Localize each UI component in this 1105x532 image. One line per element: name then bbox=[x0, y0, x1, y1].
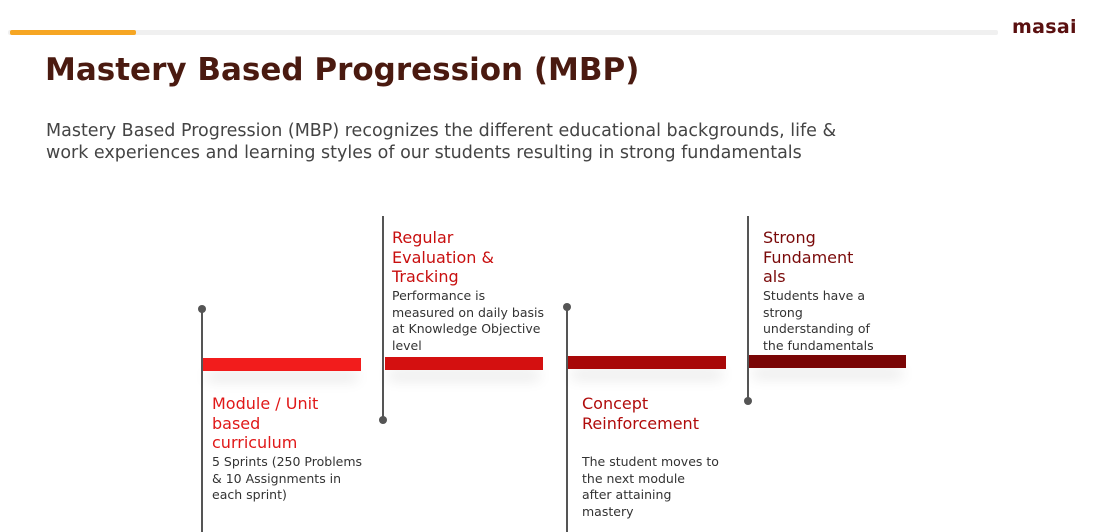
page-subtitle bbox=[46, 120, 906, 164]
header-accent-bar bbox=[10, 30, 136, 35]
step-2-desc-line: at Knowledge Objective bbox=[392, 321, 541, 336]
step-3-desc-line: mastery bbox=[582, 503, 634, 519]
step-2-title-line: Evaluation & bbox=[392, 247, 494, 267]
step-4-title bbox=[763, 228, 853, 287]
step-1-title-line: based bbox=[212, 413, 261, 433]
step-3-bar bbox=[568, 356, 726, 369]
subtitle-line-2: work experiences and learning styles of our students resulting in strong fundamentals bbox=[46, 143, 802, 163]
step-2-title bbox=[392, 228, 494, 287]
step-1-title-line: curriculum bbox=[212, 433, 298, 452]
step-3-title bbox=[582, 394, 699, 433]
step-3-title-line: Reinforcement bbox=[582, 413, 699, 433]
step-3-desc-line: the next module bbox=[582, 470, 685, 486]
step-4-title-line: Fundament bbox=[763, 247, 854, 267]
step-2-connector-dot bbox=[379, 416, 387, 424]
step-4-desc-line: strong bbox=[763, 304, 803, 320]
subtitle-line-1: Mastery Based Progression (MBP) recognizes the different educational backgrounds, life & bbox=[46, 121, 837, 141]
step-1-desc-line: 5 Sprints (250 Problems bbox=[212, 454, 363, 469]
page-title: Mastery Based Progression (MBP) bbox=[45, 52, 640, 88]
step-3-connector-line bbox=[566, 308, 568, 532]
step-1-title-line: Module / Unit bbox=[212, 394, 319, 413]
step-1-connector-dot bbox=[198, 305, 206, 313]
step-4-description bbox=[763, 288, 874, 354]
step-1-bar bbox=[203, 358, 361, 371]
step-2-title-line: Regular bbox=[392, 228, 454, 247]
step-1-connector-line bbox=[201, 310, 203, 532]
step-3-title-line: Concept bbox=[582, 394, 649, 413]
step-2-connector-line bbox=[382, 216, 384, 420]
step-3-desc-line: The student moves to bbox=[582, 454, 719, 469]
step-2-title-line: Tracking bbox=[392, 267, 459, 286]
step-2-desc-line: measured on daily basis bbox=[392, 304, 544, 320]
step-2-description bbox=[392, 288, 544, 354]
step-3-connector-dot bbox=[563, 303, 571, 311]
step-4-title-line: Strong bbox=[763, 228, 816, 247]
step-1-desc-line: & 10 Assignments in bbox=[212, 470, 342, 486]
step-4-desc-line: the fundamentals bbox=[763, 337, 874, 353]
step-2-desc-line: Performance is bbox=[392, 288, 486, 303]
step-4-desc-line: Students have a bbox=[763, 288, 865, 303]
step-1-title bbox=[212, 394, 318, 453]
step-1-desc-line: each sprint) bbox=[212, 487, 287, 502]
step-3-description bbox=[582, 454, 719, 520]
step-4-connector-line bbox=[747, 216, 749, 401]
step-4-desc-line: understanding of bbox=[763, 321, 870, 336]
step-4-title-line: als bbox=[763, 267, 786, 286]
step-2-desc-line: level bbox=[392, 337, 422, 353]
step-1-description bbox=[212, 454, 362, 504]
step-2-bar bbox=[385, 357, 543, 370]
step-4-bar bbox=[749, 355, 906, 368]
masai-logo: masai bbox=[1012, 16, 1077, 38]
header-divider bbox=[8, 30, 998, 35]
step-3-desc-line: after attaining bbox=[582, 487, 672, 502]
step-4-connector-dot bbox=[744, 397, 752, 405]
